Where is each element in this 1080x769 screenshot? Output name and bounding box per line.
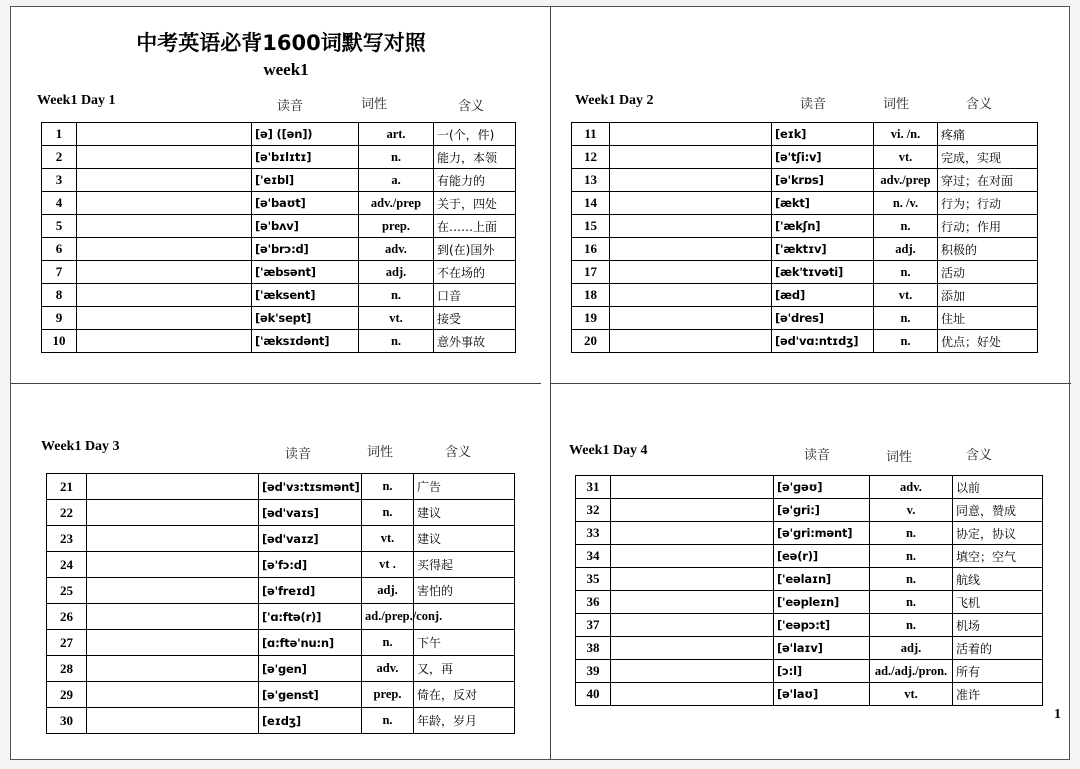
table-row	[42, 307, 516, 330]
phonetic-transcription: [ə'bɪlɪtɪ]	[252, 146, 359, 169]
answer-blank[interactable]	[610, 261, 772, 284]
part-of-speech: n.	[874, 307, 938, 330]
word-number: 38	[576, 637, 611, 660]
part-of-speech: vt.	[874, 284, 938, 307]
day1-header-pos: 词性	[361, 97, 388, 112]
chinese-meaning: 行为；行动	[938, 192, 1038, 215]
part-of-speech: vt .	[362, 552, 414, 578]
chinese-meaning: 买得起	[414, 552, 515, 578]
part-of-speech: adv.	[359, 238, 434, 261]
table-row	[572, 284, 1038, 307]
horizontal-divider-right	[551, 383, 1071, 384]
table-row	[572, 307, 1038, 330]
word-number: 34	[576, 545, 611, 568]
table-row	[576, 637, 1043, 660]
chinese-meaning: 广告	[414, 474, 515, 500]
chinese-meaning: 穿过；在对面	[938, 169, 1038, 192]
phonetic-transcription: [ə'gen]	[259, 656, 362, 682]
chinese-meaning: 飞机	[953, 591, 1043, 614]
chinese-meaning: 害怕的	[414, 578, 515, 604]
part-of-speech: n.	[362, 474, 414, 500]
answer-blank[interactable]	[610, 238, 772, 261]
chinese-meaning: 添加	[938, 284, 1038, 307]
chinese-meaning: 活着的	[953, 637, 1043, 660]
part-of-speech: n. /v.	[874, 192, 938, 215]
table-row	[576, 545, 1043, 568]
part-of-speech: n.	[870, 568, 953, 591]
answer-blank[interactable]	[611, 591, 774, 614]
phonetic-transcription: [ə'tʃi:v]	[772, 146, 874, 169]
part-of-speech: ad./prep./conj.	[362, 604, 414, 630]
chinese-meaning: 优点；好处	[938, 330, 1038, 353]
word-number: 39	[576, 660, 611, 683]
chinese-meaning: 疼痛	[938, 123, 1038, 146]
chinese-meaning: 又，再	[414, 656, 515, 682]
answer-blank[interactable]	[610, 169, 772, 192]
chinese-meaning: 倚在，反对	[414, 682, 515, 708]
part-of-speech: n.	[870, 614, 953, 637]
answer-blank[interactable]	[611, 683, 774, 706]
phonetic-transcription: [ə'freɪd]	[259, 578, 362, 604]
word-number: 22	[47, 500, 87, 526]
phonetic-transcription: ['ækʃn]	[772, 215, 874, 238]
phonetic-transcription: [ɔ:l]	[774, 660, 870, 683]
phonetic-transcription: [ə] ([ən])	[252, 123, 359, 146]
phonetic-transcription: [ə'laɪv]	[774, 637, 870, 660]
table-row	[572, 238, 1038, 261]
day3-header-meaning: 含义	[445, 445, 472, 460]
word-number: 11	[572, 123, 610, 146]
word-number: 24	[47, 552, 87, 578]
phonetic-transcription: [ə'brɔ:d]	[252, 238, 359, 261]
answer-blank[interactable]	[77, 123, 252, 146]
day4-header-pron: 读音	[804, 448, 831, 463]
word-number: 7	[42, 261, 77, 284]
word-number: 19	[572, 307, 610, 330]
table-row	[572, 146, 1038, 169]
table-row	[576, 476, 1043, 499]
answer-blank[interactable]	[77, 192, 252, 215]
chinese-meaning: 同意，赞成	[953, 499, 1043, 522]
chinese-meaning: 意外事故	[434, 330, 516, 353]
day1-word-table	[41, 122, 516, 353]
phonetic-transcription: ['æksent]	[252, 284, 359, 307]
phonetic-transcription: [ɑ:ftə'nu:n]	[259, 630, 362, 656]
word-number: 12	[572, 146, 610, 169]
answer-blank[interactable]	[611, 476, 774, 499]
phonetic-transcription: [ə'genst]	[259, 682, 362, 708]
word-number: 16	[572, 238, 610, 261]
day3-header-pos: 词性	[367, 445, 394, 460]
answer-blank[interactable]	[87, 474, 259, 500]
chinese-meaning: 年龄，岁月	[414, 708, 515, 734]
answer-blank[interactable]	[611, 637, 774, 660]
answer-blank[interactable]	[610, 284, 772, 307]
table-row	[47, 474, 515, 500]
table-row	[42, 169, 516, 192]
table-row	[572, 330, 1038, 353]
chinese-meaning: 一(个，件)	[434, 123, 516, 146]
table-row	[572, 169, 1038, 192]
part-of-speech: vt.	[870, 683, 953, 706]
day4-header-meaning: 含义	[966, 448, 993, 463]
phonetic-transcription: [ə'laʊ]	[774, 683, 870, 706]
word-number: 32	[576, 499, 611, 522]
table-row	[576, 660, 1043, 683]
day2-header-meaning: 含义	[966, 97, 993, 112]
chinese-meaning: 有能力的	[434, 169, 516, 192]
answer-blank[interactable]	[87, 708, 259, 734]
answer-blank[interactable]	[77, 307, 252, 330]
chinese-meaning: 下午	[414, 630, 515, 656]
table-row	[47, 578, 515, 604]
phonetic-transcription: [ækt]	[772, 192, 874, 215]
phonetic-transcription: [ə'dres]	[772, 307, 874, 330]
answer-blank[interactable]	[610, 330, 772, 353]
word-number: 9	[42, 307, 77, 330]
word-number: 23	[47, 526, 87, 552]
part-of-speech: adv.	[362, 656, 414, 682]
day2-header-pos: 词性	[883, 97, 910, 112]
day1-header-pron: 读音	[277, 99, 304, 114]
part-of-speech: vt.	[359, 307, 434, 330]
answer-blank[interactable]	[611, 660, 774, 683]
page-number: 1	[1054, 707, 1061, 722]
answer-blank[interactable]	[77, 238, 252, 261]
answer-blank[interactable]	[77, 146, 252, 169]
table-row	[42, 261, 516, 284]
part-of-speech: n.	[870, 545, 953, 568]
table-row	[576, 568, 1043, 591]
part-of-speech: n.	[874, 330, 938, 353]
part-of-speech: adv./prep	[874, 169, 938, 192]
day4-word-table	[575, 475, 1043, 706]
phonetic-transcription: ['æbsənt]	[252, 261, 359, 284]
table-row	[42, 238, 516, 261]
table-row	[47, 630, 515, 656]
table-row	[576, 614, 1043, 637]
answer-blank[interactable]	[87, 526, 259, 552]
phonetic-transcription: ['eəlaɪn]	[774, 568, 870, 591]
document-page	[10, 6, 1070, 760]
word-number: 26	[47, 604, 87, 630]
word-number: 13	[572, 169, 610, 192]
phonetic-transcription: [ə'baʊt]	[252, 192, 359, 215]
answer-blank[interactable]	[610, 307, 772, 330]
answer-blank[interactable]	[87, 578, 259, 604]
phonetic-transcription: [eə(r)]	[774, 545, 870, 568]
chinese-meaning: 航线	[953, 568, 1043, 591]
phonetic-transcription: [ə'bʌv]	[252, 215, 359, 238]
chinese-meaning: 住址	[938, 307, 1038, 330]
table-row	[47, 604, 515, 630]
part-of-speech: n.	[870, 522, 953, 545]
day1-label: Week1 Day 1	[37, 93, 116, 108]
word-number: 10	[42, 330, 77, 353]
day3-label: Week1 Day 3	[41, 439, 120, 454]
phonetic-transcription: ['æksɪdənt]	[252, 330, 359, 353]
part-of-speech: prep.	[362, 682, 414, 708]
phonetic-transcription: [ə'fɔ:d]	[259, 552, 362, 578]
phonetic-transcription: [ə'gəʊ]	[774, 476, 870, 499]
part-of-speech: art.	[359, 123, 434, 146]
phonetic-transcription: [əd'vaɪz]	[259, 526, 362, 552]
page-subtitle: week1	[263, 60, 309, 79]
table-row	[47, 682, 515, 708]
table-row	[576, 499, 1043, 522]
day4-label: Week1 Day 4	[569, 443, 648, 458]
word-number: 17	[572, 261, 610, 284]
part-of-speech: n.	[874, 261, 938, 284]
part-of-speech: n.	[874, 215, 938, 238]
table-row	[47, 500, 515, 526]
phonetic-transcription: ['eəpɔ:t]	[774, 614, 870, 637]
part-of-speech: vt.	[362, 526, 414, 552]
table-row	[572, 192, 1038, 215]
table-row	[42, 123, 516, 146]
chinese-meaning: 机场	[953, 614, 1043, 637]
answer-blank[interactable]	[611, 499, 774, 522]
answer-blank[interactable]	[77, 330, 252, 353]
table-row	[576, 591, 1043, 614]
day2-label: Week1 Day 2	[575, 93, 654, 108]
part-of-speech: n.	[359, 330, 434, 353]
day2-header-pron: 读音	[800, 97, 827, 112]
part-of-speech: adj.	[362, 578, 414, 604]
phonetic-transcription: [æd]	[772, 284, 874, 307]
chinese-meaning: 口音	[434, 284, 516, 307]
word-number: 28	[47, 656, 87, 682]
part-of-speech: n.	[870, 591, 953, 614]
part-of-speech: n.	[362, 708, 414, 734]
chinese-meaning: 协定，协议	[953, 522, 1043, 545]
phonetic-transcription: [eɪdʒ]	[259, 708, 362, 734]
chinese-meaning: 关于，四处	[434, 192, 516, 215]
chinese-meaning: 接受	[434, 307, 516, 330]
word-number: 35	[576, 568, 611, 591]
answer-blank[interactable]	[611, 522, 774, 545]
word-number: 36	[576, 591, 611, 614]
part-of-speech: n.	[362, 630, 414, 656]
part-of-speech: n.	[359, 284, 434, 307]
page-title: 中考英语必背1600词默写对照	[136, 31, 426, 55]
table-row	[47, 526, 515, 552]
word-number: 33	[576, 522, 611, 545]
chinese-meaning: 不在场的	[434, 261, 516, 284]
answer-blank[interactable]	[87, 630, 259, 656]
answer-blank[interactable]	[77, 284, 252, 307]
part-of-speech: adv.	[870, 476, 953, 499]
answer-blank[interactable]	[610, 215, 772, 238]
part-of-speech: n.	[362, 500, 414, 526]
word-number: 4	[42, 192, 77, 215]
phonetic-transcription: [əd'vɑ:ntɪdʒ]	[772, 330, 874, 353]
table-row	[572, 261, 1038, 284]
word-number: 3	[42, 169, 77, 192]
word-number: 5	[42, 215, 77, 238]
answer-blank[interactable]	[87, 552, 259, 578]
table-row	[42, 284, 516, 307]
table-row	[42, 146, 516, 169]
part-of-speech: adj.	[874, 238, 938, 261]
phonetic-transcription: [ə'gri:mənt]	[774, 522, 870, 545]
day4-header-pos: 词性	[886, 450, 913, 465]
table-row	[47, 552, 515, 578]
chinese-meaning: 完成，实现	[938, 146, 1038, 169]
phonetic-transcription: [ək'sept]	[252, 307, 359, 330]
phonetic-transcription: ['eəpleɪn]	[774, 591, 870, 614]
part-of-speech: adj.	[359, 261, 434, 284]
day3-header-pron: 读音	[285, 447, 312, 462]
word-number: 37	[576, 614, 611, 637]
table-row	[572, 123, 1038, 146]
table-row	[572, 215, 1038, 238]
word-number: 29	[47, 682, 87, 708]
phonetic-transcription: ['æktɪv]	[772, 238, 874, 261]
phonetic-transcription: ['ɑ:ftə(r)]	[259, 604, 362, 630]
table-row	[42, 330, 516, 353]
phonetic-transcription: [əd'vaɪs]	[259, 500, 362, 526]
answer-blank[interactable]	[77, 261, 252, 284]
phonetic-transcription: [ə'krɒs]	[772, 169, 874, 192]
word-number: 40	[576, 683, 611, 706]
answer-blank[interactable]	[610, 123, 772, 146]
answer-blank[interactable]	[610, 146, 772, 169]
answer-blank[interactable]	[87, 682, 259, 708]
word-number: 6	[42, 238, 77, 261]
part-of-speech: ad./adj./pron.	[870, 660, 953, 683]
chinese-meaning: 所有	[953, 660, 1043, 683]
table-row	[47, 656, 515, 682]
part-of-speech: prep.	[359, 215, 434, 238]
part-of-speech: n.	[359, 146, 434, 169]
table-row	[42, 215, 516, 238]
word-number: 21	[47, 474, 87, 500]
chinese-meaning: 活动	[938, 261, 1038, 284]
part-of-speech: vt.	[874, 146, 938, 169]
day1-header-meaning: 含义	[458, 99, 485, 114]
chinese-meaning: 到(在)国外	[434, 238, 516, 261]
word-number: 2	[42, 146, 77, 169]
chinese-meaning: 填空；空气	[953, 545, 1043, 568]
answer-blank[interactable]	[611, 568, 774, 591]
word-number: 1	[42, 123, 77, 146]
day3-word-table	[46, 473, 515, 734]
answer-blank[interactable]	[611, 614, 774, 637]
table-row	[47, 708, 515, 734]
chinese-meaning: 以前	[953, 476, 1043, 499]
part-of-speech: vi. /n.	[874, 123, 938, 146]
part-of-speech: adj.	[870, 637, 953, 660]
answer-blank[interactable]	[87, 500, 259, 526]
answer-blank[interactable]	[610, 192, 772, 215]
word-number: 30	[47, 708, 87, 734]
table-row	[42, 192, 516, 215]
phonetic-transcription: [əd'vɜ:tɪsmənt]	[259, 474, 362, 500]
phonetic-transcription: [ə'gri:]	[774, 499, 870, 522]
word-number: 15	[572, 215, 610, 238]
part-of-speech: v.	[870, 499, 953, 522]
answer-blank[interactable]	[77, 215, 252, 238]
chinese-meaning: 建议	[414, 526, 515, 552]
table-row	[576, 683, 1043, 706]
chinese-meaning: 行动；作用	[938, 215, 1038, 238]
answer-blank[interactable]	[77, 169, 252, 192]
phonetic-transcription: ['eɪbl]	[252, 169, 359, 192]
day2-word-table	[571, 122, 1038, 353]
table-row	[576, 522, 1043, 545]
chinese-meaning: 在……上面	[434, 215, 516, 238]
word-number: 25	[47, 578, 87, 604]
chinese-meaning: 准许	[953, 683, 1043, 706]
part-of-speech: a.	[359, 169, 434, 192]
word-number: 8	[42, 284, 77, 307]
word-number: 14	[572, 192, 610, 215]
phonetic-transcription: [eɪk]	[772, 123, 874, 146]
answer-blank[interactable]	[611, 545, 774, 568]
chinese-meaning: 建议	[414, 500, 515, 526]
answer-blank[interactable]	[87, 656, 259, 682]
chinese-meaning: 能力，本领	[434, 146, 516, 169]
word-number: 31	[576, 476, 611, 499]
part-of-speech: adv./prep	[359, 192, 434, 215]
chinese-meaning: 积极的	[938, 238, 1038, 261]
word-number: 20	[572, 330, 610, 353]
answer-blank[interactable]	[87, 604, 259, 630]
horizontal-divider-left	[11, 383, 541, 384]
word-number: 18	[572, 284, 610, 307]
word-number: 27	[47, 630, 87, 656]
phonetic-transcription: [æk'tɪvəti]	[772, 261, 874, 284]
